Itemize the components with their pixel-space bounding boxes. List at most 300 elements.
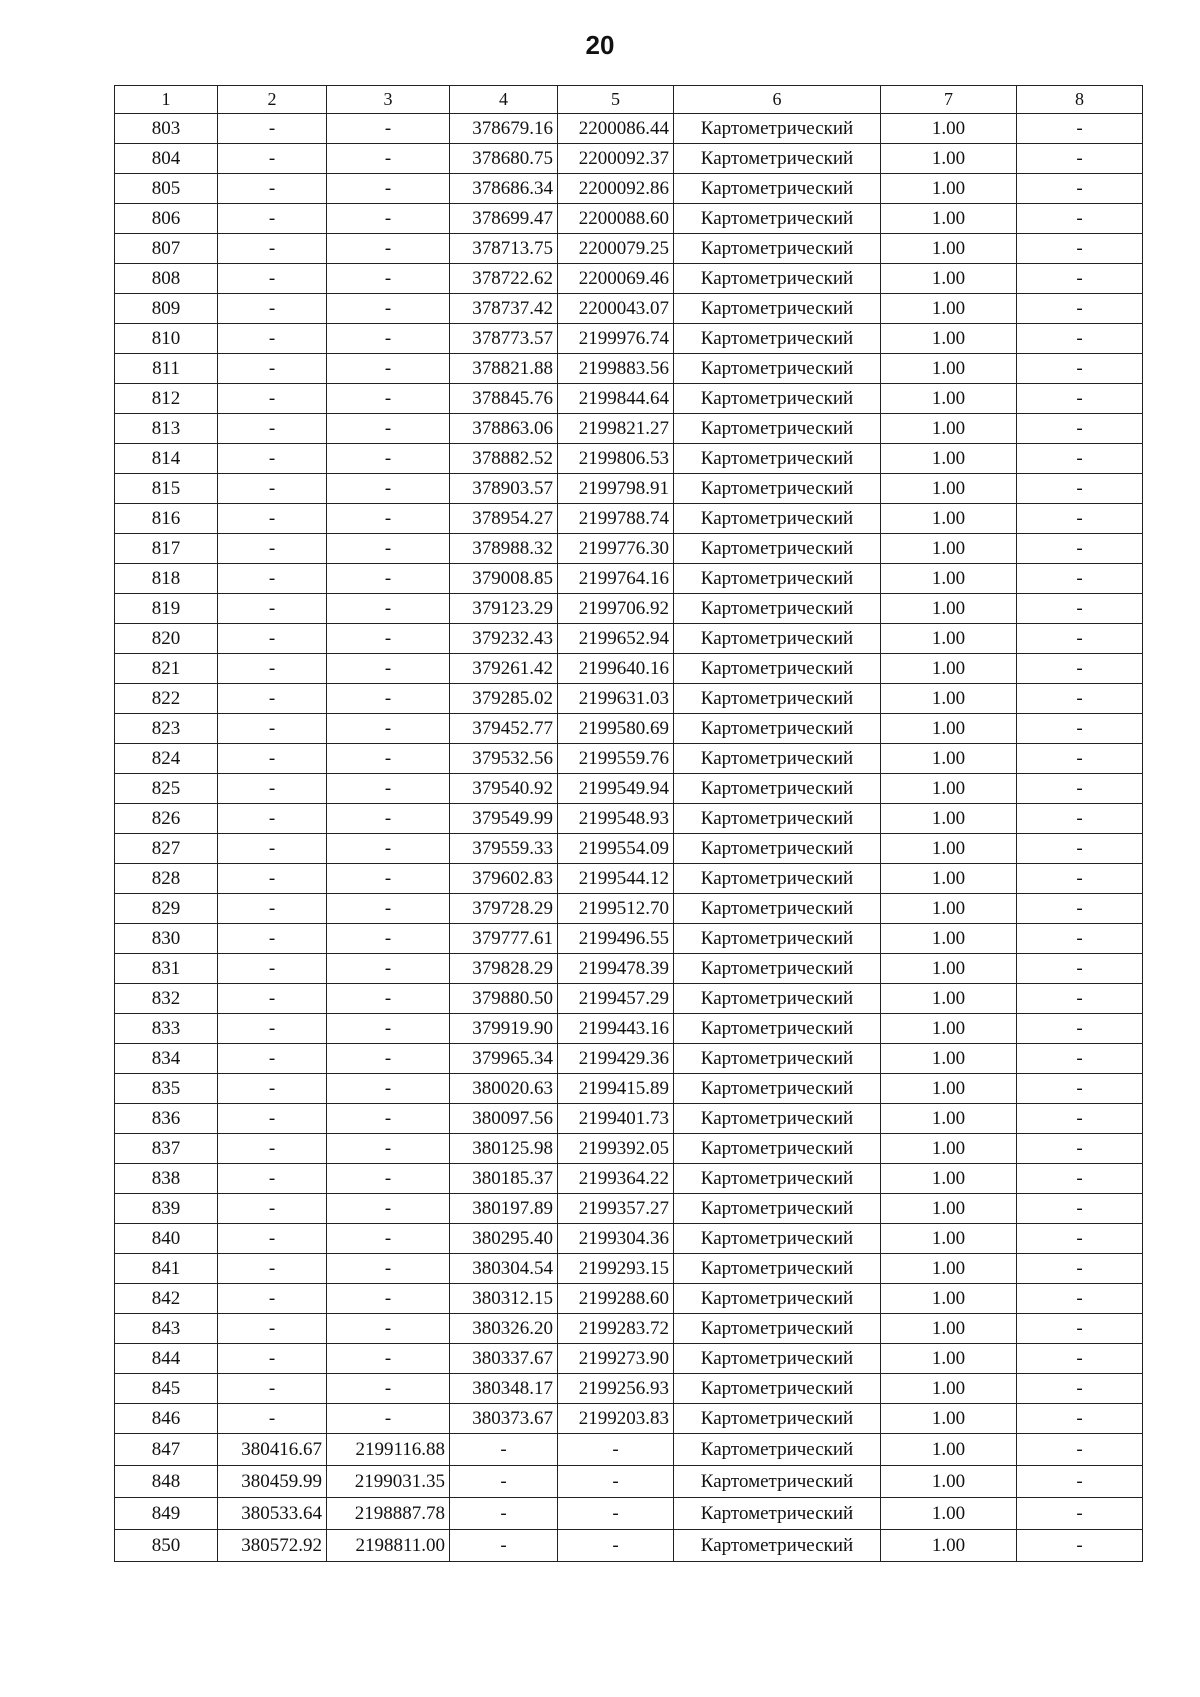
coord-y-old-cell: - (327, 1374, 450, 1404)
coord-y-new-cell: 2199401.73 (558, 1104, 674, 1134)
coord-x-old-cell: 380459.99 (218, 1466, 327, 1498)
accuracy-cell: 1.00 (881, 714, 1017, 744)
description-cell: - (1017, 1134, 1143, 1164)
point-number-cell: 806 (115, 204, 218, 234)
table-row (115, 1434, 1143, 1466)
coord-x-old-cell: - (218, 234, 327, 264)
description-cell: - (1017, 114, 1143, 144)
accuracy-cell: 1.00 (881, 864, 1017, 894)
coord-x-new-cell: 378845.76 (450, 384, 558, 414)
coord-x-new-cell: - (450, 1434, 558, 1466)
coord-x-old-cell: - (218, 834, 327, 864)
coord-y-old-cell: - (327, 984, 450, 1014)
coord-x-old-cell: - (218, 684, 327, 714)
description-cell: - (1017, 744, 1143, 774)
description-cell: - (1017, 1434, 1143, 1466)
method-cell: Картометрический (674, 1014, 881, 1044)
coord-x-new-cell: 380373.67 (450, 1404, 558, 1434)
accuracy-cell: 1.00 (881, 1344, 1017, 1374)
coord-y-new-cell: 2199512.70 (558, 894, 674, 924)
coord-x-old-cell: - (218, 864, 327, 894)
coord-x-old-cell: 380416.67 (218, 1434, 327, 1466)
description-cell: - (1017, 1466, 1143, 1498)
description-cell: - (1017, 354, 1143, 384)
coord-y-new-cell: 2199443.16 (558, 1014, 674, 1044)
coord-x-old-cell: - (218, 1344, 327, 1374)
method-cell: Картометрический (674, 1530, 881, 1562)
coord-y-old-cell: - (327, 684, 450, 714)
accuracy-cell: 1.00 (881, 744, 1017, 774)
method-cell: Картометрический (674, 1074, 881, 1104)
column-header: 6 (674, 86, 881, 114)
coord-x-old-cell: - (218, 324, 327, 354)
table-row (115, 1074, 1143, 1104)
point-number-cell: 816 (115, 504, 218, 534)
table-row (115, 1498, 1143, 1530)
method-cell: Картометрический (674, 354, 881, 384)
description-cell: - (1017, 384, 1143, 414)
accuracy-cell: 1.00 (881, 834, 1017, 864)
coord-y-old-cell: - (327, 474, 450, 504)
coord-y-new-cell: 2199821.27 (558, 414, 674, 444)
method-cell: Картометрический (674, 1498, 881, 1530)
coord-y-new-cell: 2200069.46 (558, 264, 674, 294)
description-cell: - (1017, 1194, 1143, 1224)
column-header: 5 (558, 86, 674, 114)
coord-y-old-cell: - (327, 1134, 450, 1164)
column-header: 7 (881, 86, 1017, 114)
table-row (115, 564, 1143, 594)
description-cell: - (1017, 564, 1143, 594)
coord-y-old-cell: - (327, 1104, 450, 1134)
description-cell: - (1017, 894, 1143, 924)
coord-x-new-cell: 378680.75 (450, 144, 558, 174)
coord-y-new-cell: 2199392.05 (558, 1134, 674, 1164)
accuracy-cell: 1.00 (881, 1314, 1017, 1344)
coord-y-new-cell: - (558, 1434, 674, 1466)
coord-y-old-cell: - (327, 414, 450, 444)
coord-x-new-cell: 380326.20 (450, 1314, 558, 1344)
coord-y-new-cell: 2199776.30 (558, 534, 674, 564)
coord-x-old-cell: - (218, 294, 327, 324)
coord-y-new-cell: 2199798.91 (558, 474, 674, 504)
coord-x-new-cell: 378679.16 (450, 114, 558, 144)
coord-x-old-cell: - (218, 1254, 327, 1284)
table-row (115, 654, 1143, 684)
method-cell: Картометрический (674, 624, 881, 654)
description-cell: - (1017, 1374, 1143, 1404)
point-number-cell: 835 (115, 1074, 218, 1104)
point-number-cell: 823 (115, 714, 218, 744)
coord-y-new-cell: 2199273.90 (558, 1344, 674, 1374)
description-cell: - (1017, 1404, 1143, 1434)
description-cell: - (1017, 684, 1143, 714)
description-cell: - (1017, 174, 1143, 204)
coord-x-new-cell: 378722.62 (450, 264, 558, 294)
description-cell: - (1017, 324, 1143, 354)
coord-y-old-cell: - (327, 384, 450, 414)
coord-y-new-cell: 2199548.93 (558, 804, 674, 834)
accuracy-cell: 1.00 (881, 144, 1017, 174)
point-number-cell: 844 (115, 1344, 218, 1374)
coord-x-new-cell: 380304.54 (450, 1254, 558, 1284)
accuracy-cell: 1.00 (881, 1014, 1017, 1044)
point-number-cell: 813 (115, 414, 218, 444)
description-cell: - (1017, 414, 1143, 444)
table-row (115, 1314, 1143, 1344)
coord-x-old-cell: - (218, 1164, 327, 1194)
table-row (115, 474, 1143, 504)
description-cell: - (1017, 1344, 1143, 1374)
coord-y-new-cell: 2199544.12 (558, 864, 674, 894)
method-cell: Картометрический (674, 114, 881, 144)
table-row (115, 954, 1143, 984)
method-cell: Картометрический (674, 774, 881, 804)
coord-x-new-cell: 380020.63 (450, 1074, 558, 1104)
coord-x-new-cell: - (450, 1466, 558, 1498)
table-row (115, 894, 1143, 924)
accuracy-cell: 1.00 (881, 1404, 1017, 1434)
description-cell: - (1017, 1104, 1143, 1134)
accuracy-cell: 1.00 (881, 234, 1017, 264)
coord-x-old-cell: - (218, 144, 327, 174)
point-number-cell: 805 (115, 174, 218, 204)
point-number-cell: 833 (115, 1014, 218, 1044)
coord-y-new-cell: 2199293.15 (558, 1254, 674, 1284)
accuracy-cell: 1.00 (881, 474, 1017, 504)
coord-x-new-cell: 379777.61 (450, 924, 558, 954)
coord-y-new-cell: 2199559.76 (558, 744, 674, 774)
coord-x-new-cell: 378686.34 (450, 174, 558, 204)
accuracy-cell: 1.00 (881, 1104, 1017, 1134)
coord-x-new-cell: 380295.40 (450, 1224, 558, 1254)
coord-y-new-cell: 2200092.37 (558, 144, 674, 174)
coord-y-new-cell: 2199304.36 (558, 1224, 674, 1254)
coord-x-old-cell: - (218, 894, 327, 924)
coord-y-old-cell: 2199116.88 (327, 1434, 450, 1466)
coord-x-old-cell: - (218, 1404, 327, 1434)
coord-x-new-cell: 380097.56 (450, 1104, 558, 1134)
coord-y-old-cell: - (327, 1344, 450, 1374)
table-row (115, 294, 1143, 324)
coord-y-old-cell: 2198811.00 (327, 1530, 450, 1562)
coord-x-new-cell: 379549.99 (450, 804, 558, 834)
table-row (115, 354, 1143, 384)
method-cell: Картометрический (674, 1374, 881, 1404)
coord-x-new-cell: 378821.88 (450, 354, 558, 384)
point-number-cell: 815 (115, 474, 218, 504)
description-cell: - (1017, 804, 1143, 834)
method-cell: Картометрический (674, 1284, 881, 1314)
coord-x-old-cell: - (218, 774, 327, 804)
point-number-cell: 828 (115, 864, 218, 894)
coord-y-new-cell: - (558, 1466, 674, 1498)
method-cell: Картометрический (674, 654, 881, 684)
table-row (115, 1466, 1143, 1498)
coord-y-old-cell: - (327, 1164, 450, 1194)
accuracy-cell: 1.00 (881, 594, 1017, 624)
coord-x-old-cell: - (218, 414, 327, 444)
coord-x-new-cell: 379559.33 (450, 834, 558, 864)
method-cell: Картометрический (674, 384, 881, 414)
coordinates-table (114, 85, 1143, 1562)
point-number-cell: 849 (115, 1498, 218, 1530)
coord-x-new-cell: 379728.29 (450, 894, 558, 924)
coord-y-old-cell: - (327, 564, 450, 594)
coord-y-old-cell: - (327, 744, 450, 774)
coord-y-new-cell: 2199457.29 (558, 984, 674, 1014)
coord-x-new-cell: 379919.90 (450, 1014, 558, 1044)
coord-x-new-cell: 378863.06 (450, 414, 558, 444)
method-cell: Картометрический (674, 1466, 881, 1498)
coord-y-new-cell: 2199283.72 (558, 1314, 674, 1344)
point-number-cell: 824 (115, 744, 218, 774)
coord-x-old-cell: - (218, 354, 327, 384)
coord-x-new-cell: 379008.85 (450, 564, 558, 594)
column-header: 8 (1017, 86, 1143, 114)
method-cell: Картометрический (674, 264, 881, 294)
accuracy-cell: 1.00 (881, 564, 1017, 594)
coord-y-old-cell: - (327, 1224, 450, 1254)
table-row (115, 1044, 1143, 1074)
coord-x-new-cell: 380312.15 (450, 1284, 558, 1314)
point-number-cell: 822 (115, 684, 218, 714)
description-cell: - (1017, 264, 1143, 294)
description-cell: - (1017, 654, 1143, 684)
coord-x-old-cell: - (218, 1314, 327, 1344)
table-row (115, 384, 1143, 414)
coord-x-old-cell: - (218, 1104, 327, 1134)
coord-x-new-cell: 378773.57 (450, 324, 558, 354)
table-row (115, 1530, 1143, 1562)
description-cell: - (1017, 1164, 1143, 1194)
coord-y-old-cell: - (327, 1194, 450, 1224)
method-cell: Картометрический (674, 684, 881, 714)
method-cell: Картометрический (674, 564, 881, 594)
coord-x-new-cell: 378713.75 (450, 234, 558, 264)
coord-y-old-cell: - (327, 774, 450, 804)
point-number-cell: 810 (115, 324, 218, 354)
table-row (115, 984, 1143, 1014)
coord-y-new-cell: 2199478.39 (558, 954, 674, 984)
coord-y-old-cell: - (327, 114, 450, 144)
coord-x-old-cell: - (218, 534, 327, 564)
table-row (115, 534, 1143, 564)
accuracy-cell: 1.00 (881, 1434, 1017, 1466)
table-row (115, 264, 1143, 294)
table-row (115, 1164, 1143, 1194)
coord-y-old-cell: - (327, 804, 450, 834)
coord-y-old-cell: - (327, 924, 450, 954)
method-cell: Картометрический (674, 924, 881, 954)
method-cell: Картометрический (674, 234, 881, 264)
table-row (115, 1194, 1143, 1224)
coord-y-new-cell: 2199706.92 (558, 594, 674, 624)
accuracy-cell: 1.00 (881, 534, 1017, 564)
description-cell: - (1017, 624, 1143, 654)
point-number-cell: 836 (115, 1104, 218, 1134)
coord-y-new-cell: - (558, 1498, 674, 1530)
table-body (115, 114, 1143, 1562)
coord-y-old-cell: - (327, 894, 450, 924)
coord-y-new-cell: 2200092.86 (558, 174, 674, 204)
page-number: 20 (585, 30, 615, 60)
point-number-cell: 838 (115, 1164, 218, 1194)
coord-x-new-cell: 379261.42 (450, 654, 558, 684)
table-row (115, 714, 1143, 744)
point-number-cell: 803 (115, 114, 218, 144)
coord-y-old-cell: - (327, 504, 450, 534)
point-number-cell: 848 (115, 1466, 218, 1498)
coord-y-old-cell: - (327, 444, 450, 474)
accuracy-cell: 1.00 (881, 654, 1017, 684)
description-cell: - (1017, 1224, 1143, 1254)
point-number-cell: 839 (115, 1194, 218, 1224)
coord-y-new-cell: 2199631.03 (558, 684, 674, 714)
description-cell: - (1017, 1254, 1143, 1284)
table-row (115, 414, 1143, 444)
coord-x-new-cell: 380185.37 (450, 1164, 558, 1194)
point-number-cell: 841 (115, 1254, 218, 1284)
coord-x-new-cell: 380125.98 (450, 1134, 558, 1164)
table-row (115, 924, 1143, 954)
coord-x-new-cell: 378699.47 (450, 204, 558, 234)
description-cell: - (1017, 984, 1143, 1014)
coord-y-old-cell: - (327, 354, 450, 384)
accuracy-cell: 1.00 (881, 354, 1017, 384)
point-number-cell: 825 (115, 774, 218, 804)
coord-y-old-cell: - (327, 204, 450, 234)
point-number-cell: 814 (115, 444, 218, 474)
coord-y-old-cell: - (327, 174, 450, 204)
description-cell: - (1017, 474, 1143, 504)
coord-y-new-cell: 2199652.94 (558, 624, 674, 654)
method-cell: Картометрический (674, 744, 881, 774)
point-number-cell: 807 (115, 234, 218, 264)
table-row (115, 144, 1143, 174)
coord-x-old-cell: - (218, 714, 327, 744)
accuracy-cell: 1.00 (881, 414, 1017, 444)
table-row (115, 234, 1143, 264)
method-cell: Картометрический (674, 1254, 881, 1284)
coord-y-old-cell: - (327, 1044, 450, 1074)
table-row (115, 804, 1143, 834)
table-row (115, 1224, 1143, 1254)
coord-y-new-cell: - (558, 1530, 674, 1562)
point-number-cell: 845 (115, 1374, 218, 1404)
method-cell: Картометрический (674, 594, 881, 624)
coord-x-old-cell: - (218, 954, 327, 984)
coord-x-old-cell: - (218, 1224, 327, 1254)
method-cell: Картометрический (674, 204, 881, 234)
table-row (115, 204, 1143, 234)
point-number-cell: 847 (115, 1434, 218, 1466)
method-cell: Картометрический (674, 1404, 881, 1434)
point-number-cell: 804 (115, 144, 218, 174)
method-cell: Картометрический (674, 714, 881, 744)
table-row (115, 1254, 1143, 1284)
accuracy-cell: 1.00 (881, 924, 1017, 954)
description-cell: - (1017, 594, 1143, 624)
coord-y-old-cell: - (327, 1074, 450, 1104)
point-number-cell: 821 (115, 654, 218, 684)
method-cell: Картометрический (674, 1344, 881, 1374)
table-row (115, 174, 1143, 204)
method-cell: Картометрический (674, 174, 881, 204)
coord-x-old-cell: - (218, 504, 327, 534)
coord-y-new-cell: 2199806.53 (558, 444, 674, 474)
coord-x-new-cell: 379828.29 (450, 954, 558, 984)
coord-x-new-cell: 378988.32 (450, 534, 558, 564)
accuracy-cell: 1.00 (881, 894, 1017, 924)
point-number-cell: 840 (115, 1224, 218, 1254)
point-number-cell: 811 (115, 354, 218, 384)
coord-x-new-cell: 378903.57 (450, 474, 558, 504)
accuracy-cell: 1.00 (881, 1254, 1017, 1284)
accuracy-cell: 1.00 (881, 1194, 1017, 1224)
column-header: 1 (115, 86, 218, 114)
coord-y-new-cell: 2199357.27 (558, 1194, 674, 1224)
accuracy-cell: 1.00 (881, 1530, 1017, 1562)
coord-y-old-cell: - (327, 654, 450, 684)
coord-x-old-cell: - (218, 804, 327, 834)
method-cell: Картометрический (674, 144, 881, 174)
method-cell: Картометрический (674, 1164, 881, 1194)
coord-x-new-cell: 379965.34 (450, 1044, 558, 1074)
method-cell: Картометрический (674, 1104, 881, 1134)
coord-x-old-cell: - (218, 1284, 327, 1314)
accuracy-cell: 1.00 (881, 1224, 1017, 1254)
table-row (115, 744, 1143, 774)
coord-x-old-cell: - (218, 1134, 327, 1164)
coord-x-old-cell: - (218, 1194, 327, 1224)
method-cell: Картометрический (674, 1434, 881, 1466)
coord-x-new-cell: - (450, 1498, 558, 1530)
point-number-cell: 812 (115, 384, 218, 414)
description-cell: - (1017, 834, 1143, 864)
coord-y-old-cell: - (327, 1014, 450, 1044)
description-cell: - (1017, 294, 1143, 324)
point-number-cell: 850 (115, 1530, 218, 1562)
coord-y-new-cell: 2199580.69 (558, 714, 674, 744)
point-number-cell: 843 (115, 1314, 218, 1344)
accuracy-cell: 1.00 (881, 1374, 1017, 1404)
point-number-cell: 829 (115, 894, 218, 924)
accuracy-cell: 1.00 (881, 1044, 1017, 1074)
coord-x-old-cell: - (218, 444, 327, 474)
description-cell: - (1017, 774, 1143, 804)
coord-y-new-cell: 2199788.74 (558, 504, 674, 534)
coord-y-new-cell: 2199883.56 (558, 354, 674, 384)
table-row (115, 864, 1143, 894)
coord-x-new-cell: 379540.92 (450, 774, 558, 804)
coord-y-old-cell: - (327, 1404, 450, 1434)
coord-y-new-cell: 2200086.44 (558, 114, 674, 144)
accuracy-cell: 1.00 (881, 954, 1017, 984)
method-cell: Картометрический (674, 1134, 881, 1164)
coord-y-new-cell: 2199288.60 (558, 1284, 674, 1314)
description-cell: - (1017, 204, 1143, 234)
table-row (115, 1284, 1143, 1314)
coord-x-old-cell: - (218, 594, 327, 624)
coord-x-new-cell: 379452.77 (450, 714, 558, 744)
table-header-row (115, 86, 1143, 114)
coord-x-new-cell: 379880.50 (450, 984, 558, 1014)
point-number-cell: 837 (115, 1134, 218, 1164)
accuracy-cell: 1.00 (881, 324, 1017, 354)
accuracy-cell: 1.00 (881, 264, 1017, 294)
table-row (115, 1404, 1143, 1434)
